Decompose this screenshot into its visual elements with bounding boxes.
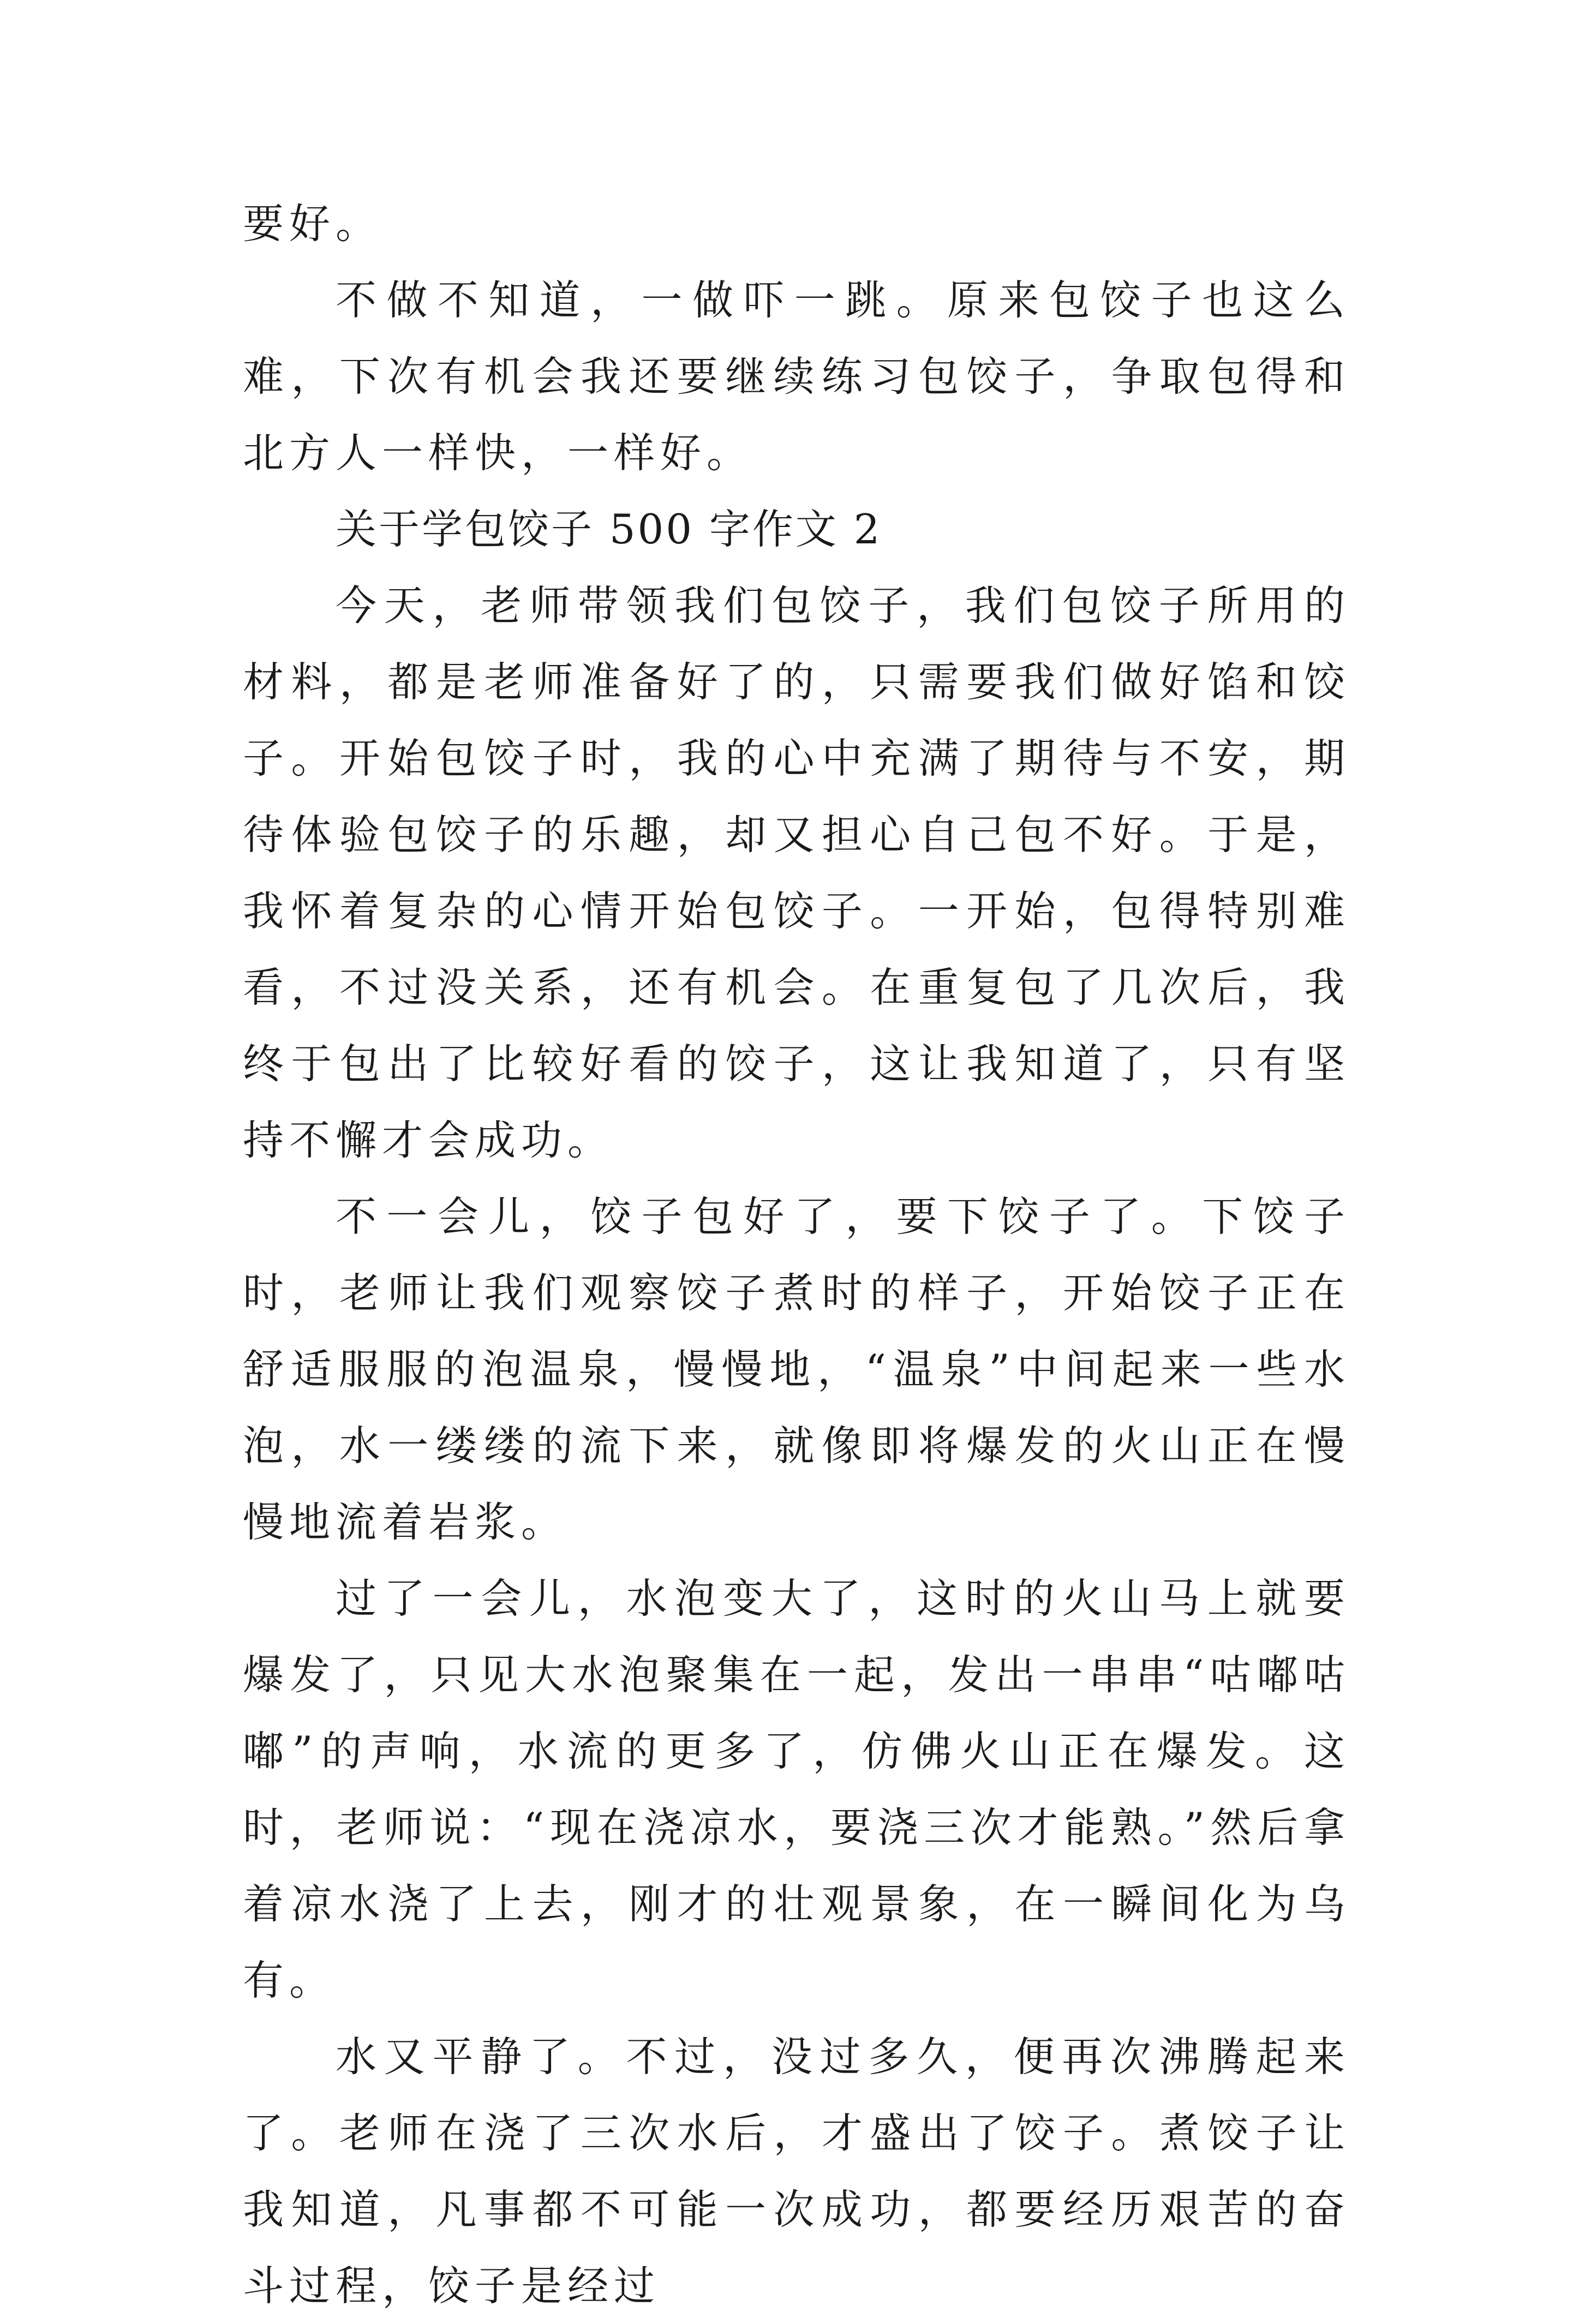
essay-body [243, 185, 1350, 2324]
essay-title: 关于学包饺子 500 字作文 2 [336, 505, 882, 553]
paragraph-continuation: 要好。 [243, 200, 382, 248]
paragraph: 过了一会儿，水泡变大了，这时的火山马上就要爆发了，只见大水泡聚集在一起，发出一串串“咕嘟咕嘟”的声响，水流的更多了，仿佛火山正在爆发。这时，老师说：“现在浇凉水，要浇三次才能熟。”然后拿着凉水浇了上去，刚才的壮观景象，在一瞬间化为乌有。 [243, 1574, 1350, 2004]
paragraph: 水又平静了。不过，没过多久，便再次沸腾起来了。老师在浇了三次水后，才盛出了饺子。煮饺子让我知道，凡事都不可能一次成功，都要经历艰苦的奋斗过程，饺子是经过 [243, 2033, 1350, 2310]
paragraph: 不做不知道，一做吓一跳。原来包饺子也这么难，下次有机会我还要继续练习包饺子，争取包得和北方人一样快，一样好。 [243, 276, 1350, 477]
paragraph: 不一会儿，饺子包好了，要下饺子了。下饺子时，老师让我们观察饺子煮时的样子，开始饺子正在舒适服服的泡温泉，慢慢地，“温泉”中间起来一些水泡，水一缕缕的流下来，就像即将爆发的火山正在慢慢地流着岩浆。 [243, 1193, 1350, 1546]
paragraph: 今天，老师带领我们包饺子，我们包饺子所用的材料，都是老师准备好了的，只需要我们做好馅和饺子。开始包饺子时，我的心中充满了期待与不安，期待体验包饺子的乐趣，却又担心自己包不好。于是，我怀着复杂的心情开始包饺子。一开始，包得特别难看，不过没关系，还有机会。在重复包了几次后，我终于包出了比较好看的饺子，这让我知道了，只有坚持不懈才会成功。 [243, 582, 1350, 1164]
